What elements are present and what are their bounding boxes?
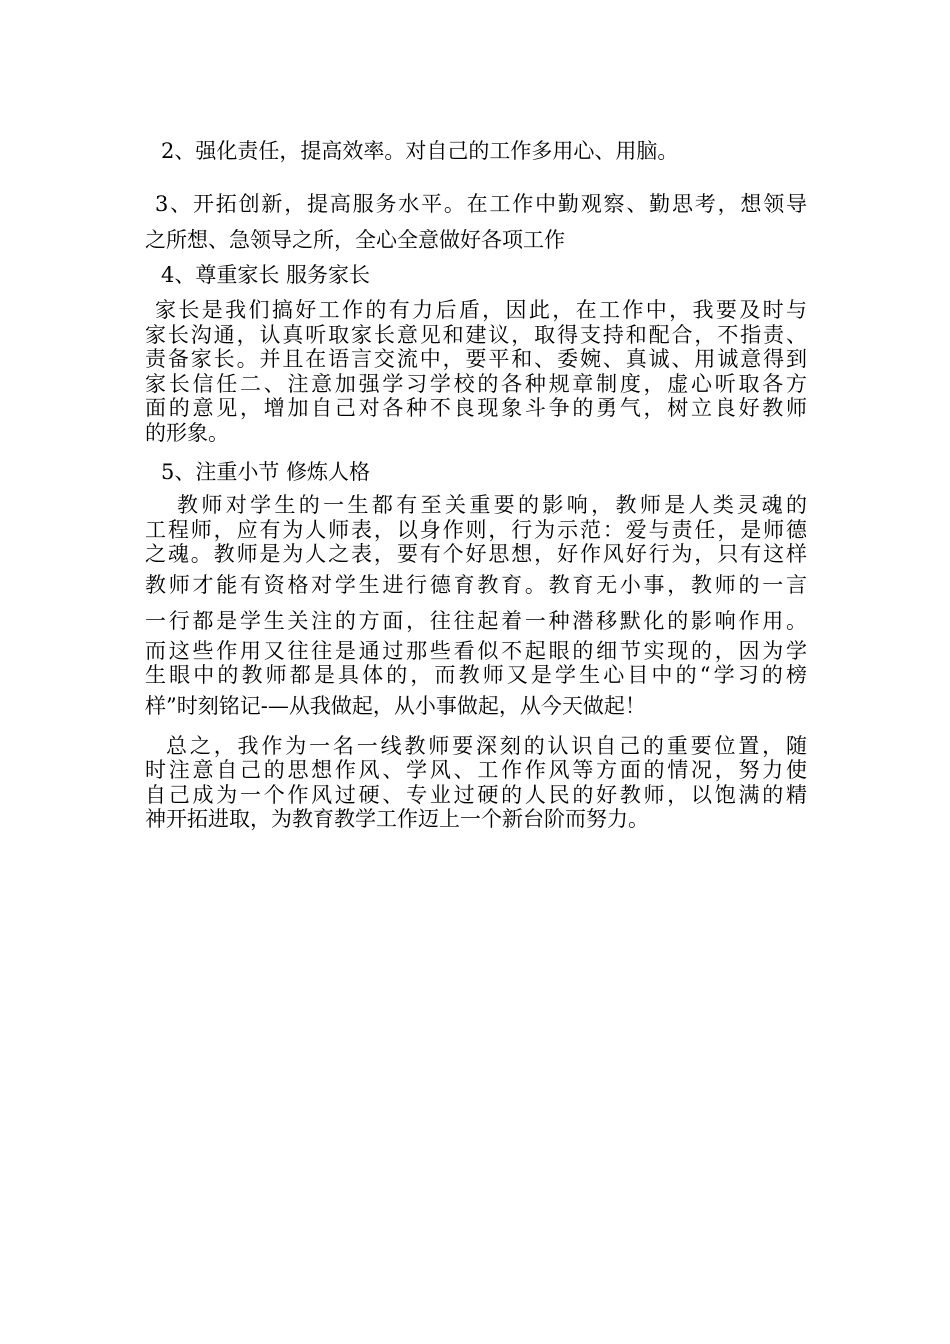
paragraph-5	[145, 493, 807, 724]
paragraph-4	[145, 298, 807, 445]
paragraph-5-line-1: 教师对学生的一生都有至关重要的影响，教师是人类灵魂的	[177, 493, 807, 517]
summary-line-4: 神开拓进取，为教育教学工作迈上一个新台阶而努力。	[145, 807, 649, 831]
paragraph-5-line-7: 生眼中的教师都是具体的，而教师又是学生心目中的“学习的榜	[145, 663, 807, 687]
paragraph-5-line-3: 之魂。教师是为人之表，要有个好思想，好作风好行为，只有这样	[145, 542, 807, 566]
summary-line-2: 时注意自己的思想作风、学风、工作作风等方面的情况，努力使	[145, 758, 807, 782]
paragraph-4-line-5: 面的意见，增加自己对各种不良现象斗争的勇气，树立良好教师	[145, 396, 807, 420]
paragraph-4-line-2: 家长沟通，认真听取家长意见和建议，取得支持和配合，不指责、	[145, 322, 807, 347]
item-2-paragraph	[145, 136, 807, 166]
paragraph-4-line-1: 家长是我们搞好工作的有力后盾，因此，在工作中，我要及时与	[155, 298, 807, 322]
paragraph-5-line-4: 教师才能有资格对学生进行德育教育。教育无小事，教师的一言	[145, 572, 807, 597]
document-body	[145, 128, 807, 832]
paragraph-5-line-8: 样”时刻铭记-—从我做起，从小事做起，从今天做起！	[145, 693, 646, 718]
item-3-line-1: 3、开拓创新，提高服务水平。在工作中勤观察、勤思考，想领导	[155, 192, 807, 216]
paragraph-4-line-6: 的形象。	[145, 420, 229, 445]
heading-5	[145, 457, 807, 487]
paragraph-4-line-4: 家长信任二、注意加强学习学校的各种规章制度，虚心听取各方	[145, 371, 807, 396]
paragraph-4-line-3: 责备家长。并且在语言交流中，要平和、委婉、真诚、用诚意得到	[145, 347, 807, 371]
item-3-line-2: 之所想、急领导之所，全心全意做好各项工作	[145, 228, 565, 252]
heading-4-text: 4、尊重家长 服务家长	[161, 263, 371, 287]
summary-line-1: 总之，我作为一名一线教师要深刻的认识自己的重要位置，随	[166, 733, 807, 758]
heading-5-text: 5、注重小节 修炼人格	[161, 460, 371, 484]
summary-paragraph	[145, 734, 807, 832]
paragraph-5-line-6: 而这些作用又往往是通过那些看似不起眼的细节实现的，因为学	[145, 638, 807, 663]
summary-line-3: 自己成为一个作风过硬、专业过硬的人民的好教师，以饱满的精	[145, 782, 807, 807]
paragraph-5-line-5: 一行都是学生关注的方面，往往起着一种潜移默化的影响作用。	[145, 608, 807, 633]
heading-4	[145, 260, 807, 290]
item-2-line: 2、强化责任，提高效率。对自己的工作多用心、用脑。	[161, 139, 679, 163]
paragraph-5-line-2: 工程师，应有为人师表，以身作则，行为示范：爱与责任，是师德	[145, 517, 807, 542]
item-3-paragraph	[145, 186, 807, 258]
